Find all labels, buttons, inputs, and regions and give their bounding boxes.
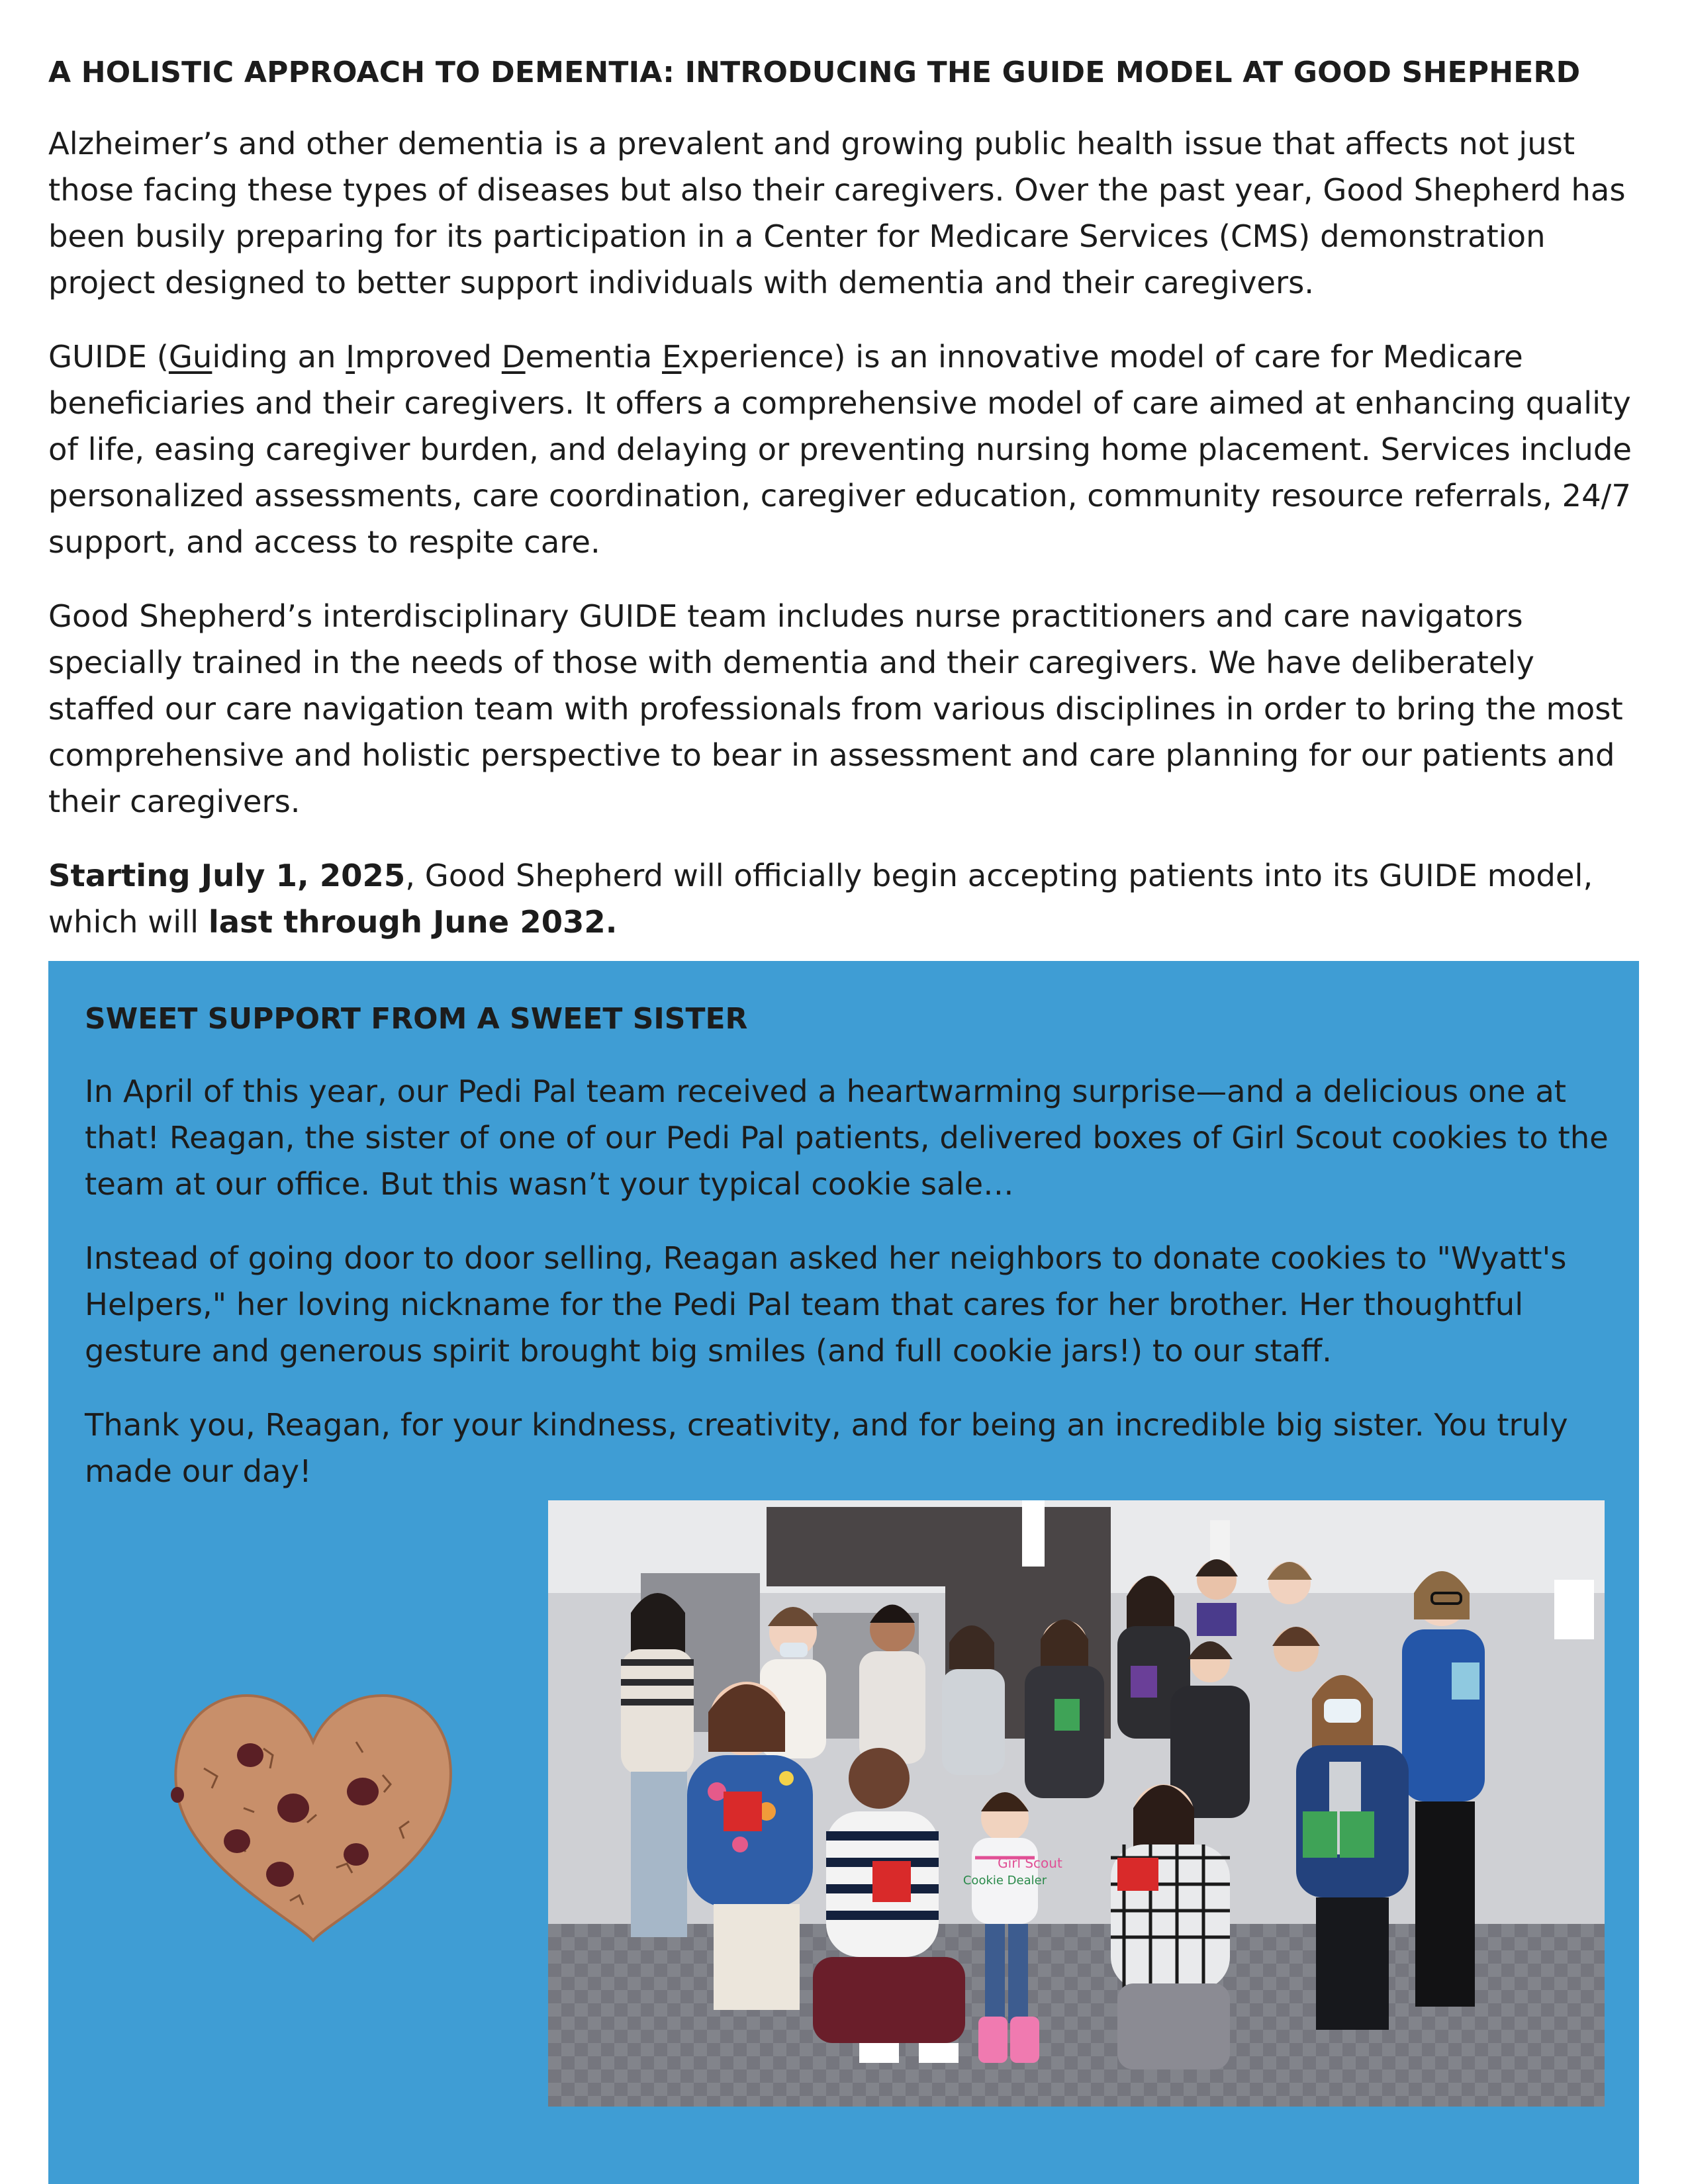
guide-description: xperience) is an innovative model of care for Medicare beneficiaries and their caregivers. It offers a comprehensive model of care aimed at enhancing quality of life, easing caregiver burden, and delaying or preventing nursing home placement. Services include personalized assessments, care coordination, caregiver education, community resource referrals, 24/7 support, and access to respite care. — [48, 339, 1632, 560]
callout-paragraph-3: Thank you, Reagan, for your kindness, creativity, and for being an incredible big sister. You truly made our day! — [85, 1407, 1568, 1489]
guide-acronym-lead: GUIDE ( — [48, 339, 169, 375]
acronym-letter-gu: Gu — [168, 339, 212, 375]
acronym-word-1: iding an — [212, 339, 346, 375]
sweet-support-callout — [48, 961, 1639, 2184]
article-paragraph-2 — [48, 334, 1650, 565]
article-paragraph-4 — [48, 852, 1650, 945]
article-paragraph-1: Alzheimer’s and other dementia is a prevalent and growing public health issue that affects not just those facing these types of diseases but also their caregivers. Over the past year, Good Shepherd has been busily preparing for its participation in a Center for Medicare Services (CMS) demonstration project designed to better support individuals with dementia and their caregivers. — [48, 126, 1626, 300]
heart-cookie-icon — [164, 1669, 462, 1947]
acronym-word-2: mproved — [355, 339, 502, 375]
acronym-letter-e: E — [662, 339, 682, 375]
callout-paragraph-2: Instead of going door to door selling, Reagan asked her neighbors to donate cookies to "Wyatt's Helpers," her loving nickname for the Pedi Pal team that cares for her brother. Her thoughtful gesture and generous spirit brought big smiles (and full cookie jars!) to our staff. — [85, 1240, 1567, 1369]
callout-text — [85, 998, 1614, 1522]
callout-title: SWEET SUPPORT FROM A SWEET SISTER — [85, 1002, 748, 1036]
shirt-text-line-2: Cookie Dealer — [962, 1874, 1047, 1888]
team-group-photo — [548, 1500, 1605, 2107]
start-sentence: , Good Shepherd will officially begin accepting patients into its GUIDE model, which will — [48, 858, 1593, 940]
acronym-letter-i: I — [346, 339, 355, 375]
dementia-article — [48, 52, 1650, 973]
article-title: A HOLISTIC APPROACH TO DEMENTIA: INTRODUCING THE GUIDE MODEL AT GOOD SHEPHERD — [48, 56, 1581, 89]
callout-paragraph-1: In April of this year, our Pedi Pal team received a heartwarming surprise—and a delicious one at that! Reagan, the sister of one of our Pedi Pal patients, delivered boxes of Girl Scout cookies to the team at our office. But this wasn’t your typical cookie sale… — [85, 1073, 1609, 1202]
shirt-text-line-1: Girl Scout — [998, 1855, 1062, 1871]
acronym-word-3: ementia — [525, 339, 663, 375]
end-date: last through June 2032. — [208, 904, 618, 940]
acronym-letter-d: D — [501, 339, 526, 375]
article-paragraph-3: Good Shepherd’s interdisciplinary GUIDE team includes nurse practitioners and care navigators specially trained in the needs of those with dementia and their caregivers. We have deliberately staffed our care navigation team with professionals from various disciplines in order to bring the most comprehensive and holistic perspective to bear in assessment and care planning for our patients and their caregivers. — [48, 598, 1623, 819]
start-date: Starting July 1, 2025 — [48, 858, 406, 893]
